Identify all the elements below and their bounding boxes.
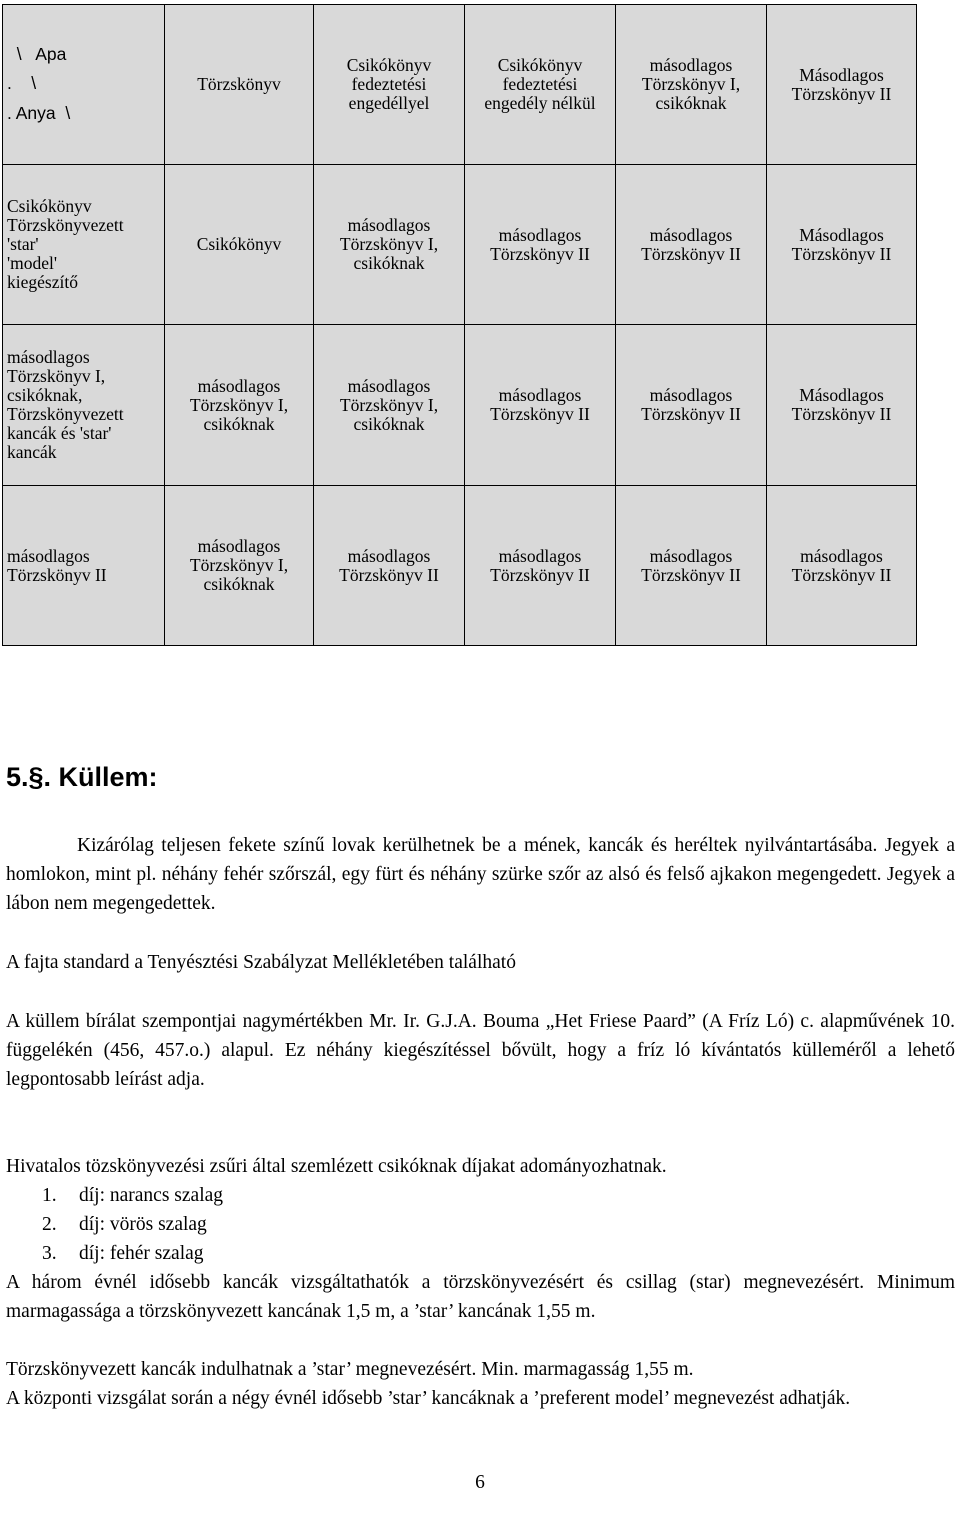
cell-line: engedély nélkül <box>484 93 596 113</box>
cell-line: csikóknak <box>353 413 425 434</box>
cell-line: fedeztetési <box>351 74 427 94</box>
cell-line: Törzskönyv I, <box>189 394 289 415</box>
column-header-cell <box>767 5 917 165</box>
table-cell <box>767 165 917 325</box>
cell-line: másodlagos <box>197 536 281 556</box>
cell-line: Csikókönyv <box>497 55 583 75</box>
cell-line: másodlagos <box>498 545 582 566</box>
table-row <box>3 165 917 325</box>
cell-line: másodlagos <box>649 385 733 405</box>
table-cell <box>314 165 465 325</box>
table-row <box>3 486 917 646</box>
cell-line: Másodlagos <box>799 224 884 245</box>
list-item <box>42 1210 223 1239</box>
cell-line: Törzskönyv <box>197 74 281 94</box>
cell-line: csikóknak <box>203 413 275 434</box>
table-cell <box>314 325 465 486</box>
corner-line-slash: . \ <box>7 73 37 93</box>
section-heading: 5.§. Küllem: <box>6 762 158 792</box>
cell-line: Törzskönyv I, <box>189 555 289 575</box>
cell-line: másodlagos <box>649 55 733 75</box>
list-item-number: 1. <box>42 1185 57 1206</box>
cell-line: Csikókönyv <box>7 196 92 216</box>
cell-line: másodlagos <box>498 224 582 245</box>
cell-line: Törzskönyv I, <box>641 74 741 94</box>
table-cell <box>465 486 616 646</box>
list-item-text: díj: narancs szalag <box>79 1185 224 1206</box>
table-cell <box>616 165 767 325</box>
page-number: 6 <box>475 1472 485 1493</box>
cell-line: Másodlagos <box>799 64 884 85</box>
list-item-number: 2. <box>42 1214 57 1235</box>
cell-line: Törzskönyvezett <box>7 404 124 424</box>
table-cell <box>465 325 616 486</box>
cell-line: Törzskönyv II <box>490 404 590 424</box>
cell-line: kancák <box>7 442 57 462</box>
harom-paragraph: A három évnél idősebb kancák vizsgáltathatók a törzskönyvezésért és csillag (star) megnevezésért. Minimum marmagassága a törzskönyvezett kancának 1,5 m, a ’star’ kancának 1,55 m. <box>6 1272 955 1322</box>
list-item-text: díj: fehér szalag <box>79 1243 204 1264</box>
kullem-paragraph <box>6 831 955 918</box>
cell-line: Törzskönyv I, <box>339 394 439 415</box>
cell-line: Törzskönyv II <box>490 564 590 585</box>
cell-line: csikóknak <box>203 574 275 594</box>
table-cell <box>616 486 767 646</box>
dijak-paragraph: Hivatalos tözskönyvezési zsűri által szemlézett csikóknak díjakat adományozhatnak. <box>6 1156 667 1177</box>
cell-line: Törzskönyv II <box>791 404 892 424</box>
breeding-table <box>2 4 917 646</box>
cell-line: Törzskönyvezett <box>7 215 124 235</box>
kozponti-paragraph: A központi vizsgálat során a négy évnél idősebb ’star’ kancáknak a ’preferent model’ megnevezést adhatják. <box>6 1388 851 1409</box>
breeding-table-body <box>3 5 917 646</box>
cell-line: másodlagos <box>649 224 733 245</box>
cell-line: másodlagos <box>7 347 90 367</box>
cell-line: csikóknak, <box>7 385 83 405</box>
cell-line: másodlagos <box>7 545 90 566</box>
cell-line: Törzskönyv II <box>641 243 741 264</box>
torzs-paragraph: Törzskönyvezett kancák indulhatnak a ’star’ megnevezésért. Min. marmagasság 1,55 m. <box>6 1359 694 1380</box>
cell-line: másodlagos <box>197 375 281 396</box>
biralat-paragraph: A küllem bírálat szempontjai nagymértékben Mr. Ir. G.J.A. Bouma „Het Friese Paard” (A Fríz Ló) c. alapművének 10. függelékén (456, 457.o.) alapul. Ez néhány kiegészítéssel bővült, hogy a fríz ló kívántatós külleméről a lehető legpontosabb leírást adja. <box>6 1011 955 1090</box>
table-cell <box>314 486 465 646</box>
row-header-cell <box>3 486 165 646</box>
cell-line: engedéllyel <box>348 93 430 113</box>
cell-line: Törzskönyv II <box>339 564 439 585</box>
corner-line-anya: . Anya \ <box>7 103 71 123</box>
cell-line: csikóknak <box>655 93 727 113</box>
cell-line: Csikókönyv <box>196 234 282 254</box>
cell-line: Törzskönyv I, <box>7 366 106 386</box>
cell-line: Törzskönyv II <box>7 564 107 585</box>
row-header-cell <box>3 325 165 486</box>
table-cell <box>767 486 917 646</box>
cell-line: Másodlagos <box>799 385 884 405</box>
cell-line: másodlagos <box>800 545 883 566</box>
table-cell <box>616 325 767 486</box>
cell-line: Törzskönyv I, <box>339 234 439 254</box>
list-item <box>42 1239 223 1268</box>
cell-line: kancák és 'star' <box>7 423 112 443</box>
column-header-cell <box>314 5 465 165</box>
cell-line: Törzskönyv II <box>791 83 892 104</box>
standard-paragraph: A fajta standard a Tenyésztési Szabályzat Mellékletében található <box>6 952 516 973</box>
cell-line: másodlagos <box>498 385 582 405</box>
cell-line: fedeztetési <box>502 74 578 94</box>
row-header-cell <box>3 165 165 325</box>
cell-line: 'model' <box>7 253 58 273</box>
cell-line: másodlagos <box>347 545 431 566</box>
corner-line-apa: \ Apa <box>7 44 67 64</box>
cell-line: csikóknak <box>353 253 425 273</box>
cell-line: másodlagos <box>347 215 431 235</box>
cell-line: kiegészítő <box>7 272 78 292</box>
table-cell <box>465 165 616 325</box>
table-cell <box>165 165 314 325</box>
table-cell <box>165 486 314 646</box>
kullem-text: Kizárólag teljesen fekete színű lovak kerülhetnek be a mének, kancák és heréltek nyilvántartásába. Jegyek a homlokon, mint pl. néhány fehér szőrszál, egy fürt és néhány szürke szőr az alsó és felső ajkakon megengedett. Jegyek a lábon nem megengedettek. <box>6 835 955 914</box>
cell-line: másodlagos <box>347 375 431 396</box>
cell-line: másodlagos <box>649 545 733 566</box>
cell-line: Törzskönyv II <box>641 404 741 424</box>
cell-line: Törzskönyv II <box>641 564 741 585</box>
cell-line: 'star' <box>7 234 39 254</box>
corner-cell <box>3 5 165 165</box>
cell-line: Törzskönyv II <box>490 243 590 264</box>
column-header-cell <box>165 5 314 165</box>
list-item <box>42 1181 223 1210</box>
cell-line: Törzskönyv II <box>791 243 892 264</box>
column-header-cell <box>616 5 767 165</box>
column-header-cell <box>465 5 616 165</box>
prize-list <box>42 1181 223 1268</box>
list-item-text: díj: vörös szalag <box>79 1214 207 1235</box>
cell-line: Csikókönyv <box>346 55 432 75</box>
cell-line: Törzskönyv II <box>791 564 892 585</box>
table-header-row <box>3 5 917 165</box>
list-item-number: 3. <box>42 1243 57 1264</box>
table-cell <box>165 325 314 486</box>
table-cell <box>767 325 917 486</box>
table-row <box>3 325 917 486</box>
